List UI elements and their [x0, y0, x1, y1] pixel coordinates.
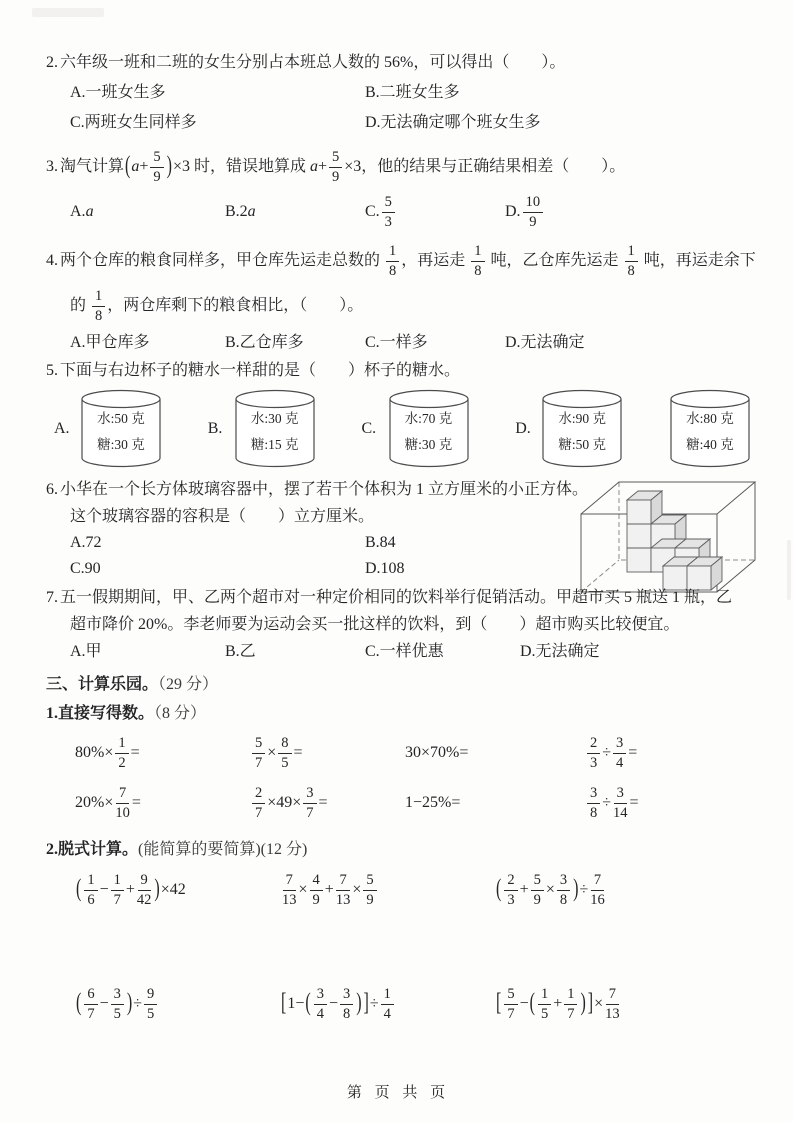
cup-figure — [234, 389, 316, 469]
option-a: A.甲 — [70, 643, 102, 660]
expression: [ $\frac{5}{7}$ −( $\frac{1}{5}$ + $\frac{1}{7}$ ) ]× $\frac{7}{13}$ — [496, 986, 620, 1022]
option-b: B.2a — [225, 203, 256, 220]
option-d: D.无法确定哪个班女生多 — [365, 114, 541, 131]
option-c: C. $\frac{5}{3}$ — [365, 190, 505, 234]
expression: $\frac{2}{3}$ ÷ $\frac{3}{4}$ = — [585, 728, 759, 778]
cup-figure — [669, 389, 751, 469]
water-amount: 水:30 克 — [250, 411, 299, 426]
option-a: A.一班女生多 — [70, 84, 166, 101]
calc-1-heading — [46, 700, 759, 728]
sugar-amount: 糖:50 克 — [558, 437, 607, 452]
question-number: 4. — [46, 252, 58, 269]
option-b: B.乙 — [225, 643, 256, 660]
calc-1-title: 1.直接写得数。 — [46, 705, 155, 722]
question-4-stem-line1 — [46, 238, 759, 283]
question-6-stem-line1 — [46, 476, 606, 503]
sugar-amount: 糖:30 克 — [404, 437, 453, 452]
question-3 — [46, 144, 759, 234]
option-c: C.一样优惠 — [365, 643, 444, 660]
sugar-amount: 糖:15 克 — [250, 437, 299, 452]
scan-artifact-right-edge — [787, 540, 791, 600]
question-4-options — [46, 328, 759, 358]
cup-contents — [669, 406, 751, 458]
expression: ( $\frac{6}{7}$ − $\frac{3}{5}$ )÷ $\frac{9}{5}$ — [75, 978, 280, 1030]
expression: $\frac{5}{7}$ × $\frac{8}{5}$ = — [250, 728, 405, 778]
question-3-stem — [46, 144, 759, 190]
cup-option-b — [208, 389, 316, 469]
expression: [1−( $\frac{3}{4}$ − $\frac{3}{8}$ ) ]÷ $\frac{1}{4}$ — [280, 978, 495, 1030]
expression: 80%× $\frac{1}{2}$ = — [75, 735, 140, 771]
option-b: B.乙仓库多 — [225, 334, 304, 351]
question-number: 3. — [46, 158, 58, 175]
question-2-options — [46, 78, 759, 138]
question-5-cups — [46, 384, 759, 470]
cup-contents — [541, 406, 623, 458]
option-a: A.72 — [70, 534, 102, 551]
expression: $\frac{7}{13}$ × $\frac{4}{9}$ + $\frac{7}{13}$ × $\frac{5}{9}$ — [280, 864, 495, 916]
cup-option-a — [54, 389, 162, 469]
option-c: C.两班女生同样多 — [70, 114, 197, 131]
question-number: 5. — [46, 362, 58, 379]
cup-figure — [80, 389, 162, 469]
cup-contents — [80, 406, 162, 458]
question-4 — [46, 238, 759, 358]
expression: $\frac{2}{7}$ ×49× $\frac{3}{7}$ = — [250, 778, 405, 828]
question-6-options — [46, 530, 606, 582]
expression: ( $\frac{2}{3}$ + $\frac{5}{9}$ × $\frac{3}{8}$ )÷ $\frac{7}{16}$ — [496, 872, 605, 908]
question-7-options — [46, 638, 759, 666]
option-d: D. $\frac{10}{9}$ — [505, 190, 759, 234]
question-6-stem-line2 — [46, 503, 606, 530]
page-footer: 第 页 共 页 — [346, 1085, 447, 1101]
cup-label: B. — [207, 420, 223, 437]
question-text: 的 $\frac{1}{8}$ ，两仓库剩下的粮食相比，（ ）。 — [70, 288, 364, 324]
question-2-stem — [46, 48, 759, 78]
question-7 — [46, 584, 759, 666]
sugar-amount: 糖:30 克 — [97, 437, 145, 452]
expression: $\frac{3}{8}$ ÷ $\frac{3}{14}$ = — [585, 778, 759, 828]
sugar-amount: 糖:40 克 — [686, 437, 734, 452]
cup-figure — [388, 389, 470, 469]
calc-2-title: 2.脱式计算。 — [46, 841, 139, 858]
question-text: 小华在一个长方体玻璃容器中，摆了若干个体积为 1 立方厘米的小正方体。 — [60, 481, 589, 498]
question-3-options — [46, 190, 759, 234]
question-5 — [46, 358, 759, 470]
water-amount: 水:80 克 — [686, 411, 734, 426]
option-c: C.90 — [70, 560, 101, 577]
calc-1-row-2 — [46, 778, 759, 828]
section-title: 三、计算乐园。 — [46, 676, 159, 693]
question-text: 下面与右边杯子的糖水一样甜的是（ ）杯子的糖水。 — [60, 362, 461, 379]
cup-option-d — [515, 389, 623, 469]
calc-1-score: （8 分） — [154, 705, 207, 722]
option-c: C.一样多 — [365, 334, 428, 351]
cup-option-c — [362, 389, 470, 469]
question-6 — [46, 476, 759, 582]
water-amount: 水:50 克 — [97, 411, 145, 426]
question-text: 两个仓库的粮食同样多，甲仓库先运走总数的 $\frac{1}{8}$ ，再运走 $\frac{1}{8}$ 吨，乙仓库先运走 $\frac{1}{8}$ 吨，再运走余下 — [60, 243, 756, 279]
cup-label: D. — [515, 420, 531, 437]
expression: 1−25%= — [405, 794, 461, 811]
cup-figure — [541, 389, 623, 469]
cup-contents — [234, 406, 316, 458]
section-score: （29 分） — [158, 676, 219, 693]
cup-label: A. — [54, 420, 70, 437]
question-7-stem-line1 — [46, 584, 759, 611]
cube-container-figure — [571, 470, 761, 598]
water-amount: 水:70 克 — [404, 411, 453, 426]
question-4-stem-line2 — [46, 283, 759, 328]
calc-1-row-1 — [46, 728, 759, 778]
option-a: A.甲仓库多 — [70, 334, 150, 351]
calc-2-row-1 — [46, 864, 759, 916]
question-text: 五一假期期间，甲、乙两个超市对一种定价相同的饮料举行促销活动。甲超市买 5 瓶送 1 瓶，乙 — [60, 589, 733, 606]
option-d: D.无法确定 — [505, 334, 585, 351]
question-text: 六年级一班和二班的女生分别占本班总人数的 56%，可以得出（ ）。 — [60, 54, 566, 71]
cup-label: C. — [361, 420, 377, 437]
question-number: 2. — [46, 54, 58, 71]
water-amount: 水:90 克 — [558, 411, 607, 426]
option-d: D.108 — [365, 560, 405, 577]
question-2 — [46, 48, 759, 138]
expression: ( $\frac{1}{6}$ − $\frac{1}{7}$ + $\frac{9}{42}$ )×42 — [76, 872, 186, 908]
question-6-text — [46, 476, 606, 582]
expression: 20%× $\frac{7}{10}$ = — [75, 785, 141, 821]
calc-2-row-2 — [46, 978, 759, 1030]
expression: 30×70%= — [405, 744, 469, 761]
cup-reference — [669, 389, 751, 469]
section-3-heading — [46, 670, 759, 700]
question-5-stem — [46, 358, 759, 384]
option-d: D.无法确定 — [520, 643, 600, 660]
scan-artifact-topleft — [32, 8, 104, 17]
cup-contents — [388, 406, 470, 458]
question-text: 超市降价 20%。李老师要为运动会买一批这样的饮料，到（ ）超市购买比较便宜。 — [70, 616, 680, 633]
calc-2-heading — [46, 836, 759, 864]
option-b: B.二班女生多 — [365, 84, 460, 101]
question-text: 这个玻璃容器的容积是（ ）立方厘米。 — [70, 508, 375, 525]
option-b: B.84 — [365, 534, 396, 551]
calc-2-note: (能简算的要简算)(12 分) — [138, 841, 308, 858]
question-7-stem-line2 — [46, 611, 759, 638]
question-text: 淘气计算(a+ $\frac{5}{9}$ )×3 时，错误地算成 a+ $\frac{5}{9}$ ×3，他的结果与正确结果相差（ ）。 — [60, 149, 626, 185]
question-number: 6. — [46, 481, 58, 498]
option-a: A.a — [70, 203, 94, 220]
question-number: 7. — [46, 589, 58, 606]
